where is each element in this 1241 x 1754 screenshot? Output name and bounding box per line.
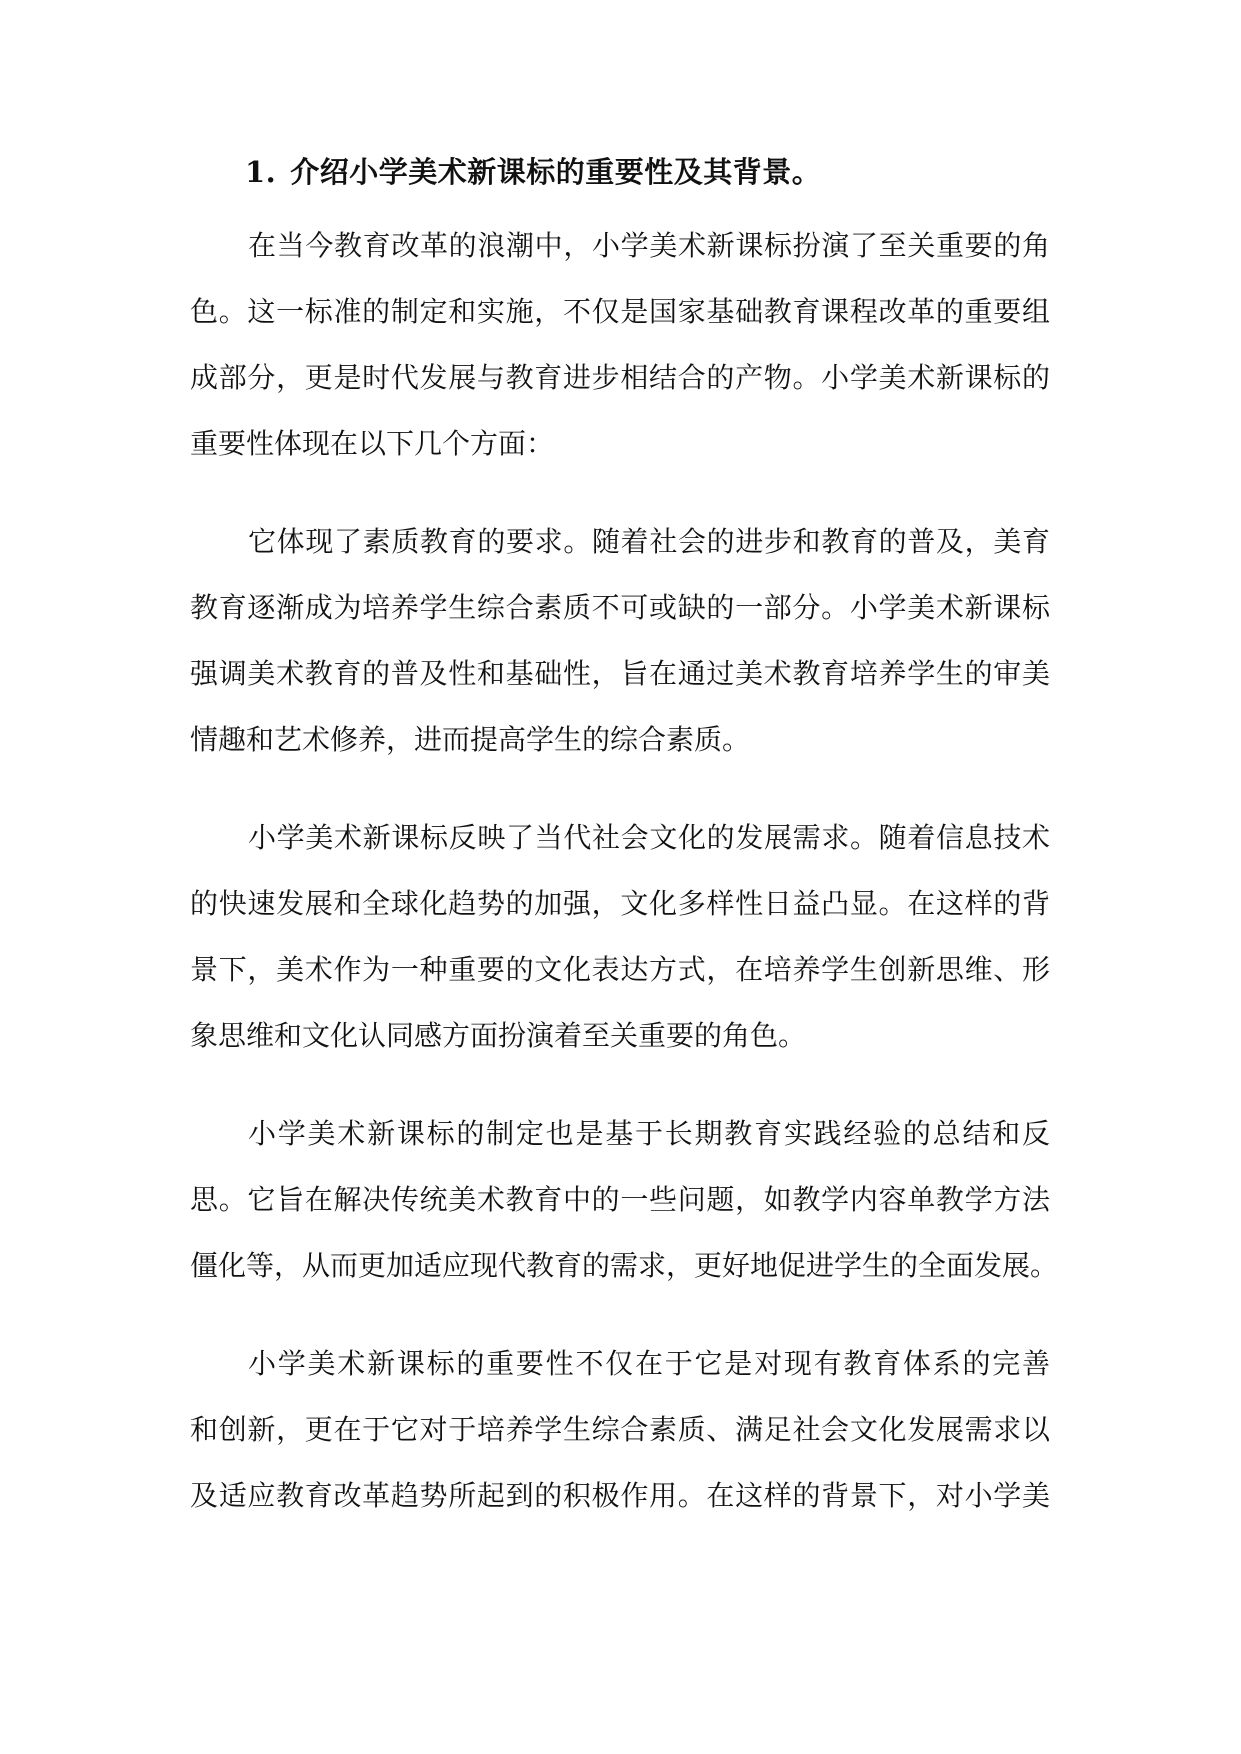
section-number: 1.	[245, 155, 277, 189]
body-text-line: 小学美术新课标的重要性不仅在于它是对现有教育体系的完善	[248, 1347, 1050, 1380]
body-text-line: 思。它旨在解决传统美术教育中的一些问题，如教学内容单教学方法	[190, 1183, 1050, 1216]
body-text-line: 和创新，更在于它对于培养学生综合素质、满足社会文化发展需求以	[190, 1413, 1050, 1446]
body-text-line: 在当今教育改革的浪潮中，小学美术新课标扮演了至关重要的角	[248, 229, 1050, 262]
section-title: 介绍小学美术新课标的重要性及其背景。	[290, 155, 822, 189]
body-text-line: 重要性体现在以下几个方面：	[190, 427, 555, 460]
body-text-line: 情趣和艺术修养，进而提高学生的综合素质。	[190, 723, 751, 756]
body-text-line: 僵化等，从而更加适应现代教育的需求，更好地促进学生的全面发展。	[190, 1249, 1059, 1282]
body-text-line: 成部分，更是时代发展与教育进步相结合的产物。小学美术新课标的	[190, 361, 1050, 394]
body-text-line: 教育逐渐成为培养学生综合素质不可或缺的一部分。小学美术新课标	[190, 591, 1050, 624]
section-heading	[245, 152, 821, 192]
body-text-line: 强调美术教育的普及性和基础性，旨在通过美术教育培养学生的审美	[190, 657, 1050, 690]
body-text-line: 小学美术新课标的制定也是基于长期教育实践经验的总结和反	[248, 1117, 1050, 1150]
body-text-line: 象思维和文化认同感方面扮演着至关重要的角色。	[190, 1019, 807, 1052]
body-text-line: 它体现了素质教育的要求。随着社会的进步和教育的普及，美育	[248, 525, 1050, 558]
body-text-line: 景下，美术作为一种重要的文化表达方式，在培养学生创新思维、形	[190, 953, 1050, 986]
body-text-line: 小学美术新课标反映了当代社会文化的发展需求。随着信息技术	[248, 821, 1050, 854]
body-text-line: 的快速发展和全球化趋势的加强，文化多样性日益凸显。在这样的背	[190, 887, 1050, 920]
body-text-line: 色。这一标准的制定和实施，不仅是国家基础教育课程改革的重要组	[190, 295, 1050, 328]
body-text-line: 及适应教育改革趋势所起到的积极作用。在这样的背景下，对小学美	[190, 1479, 1050, 1512]
